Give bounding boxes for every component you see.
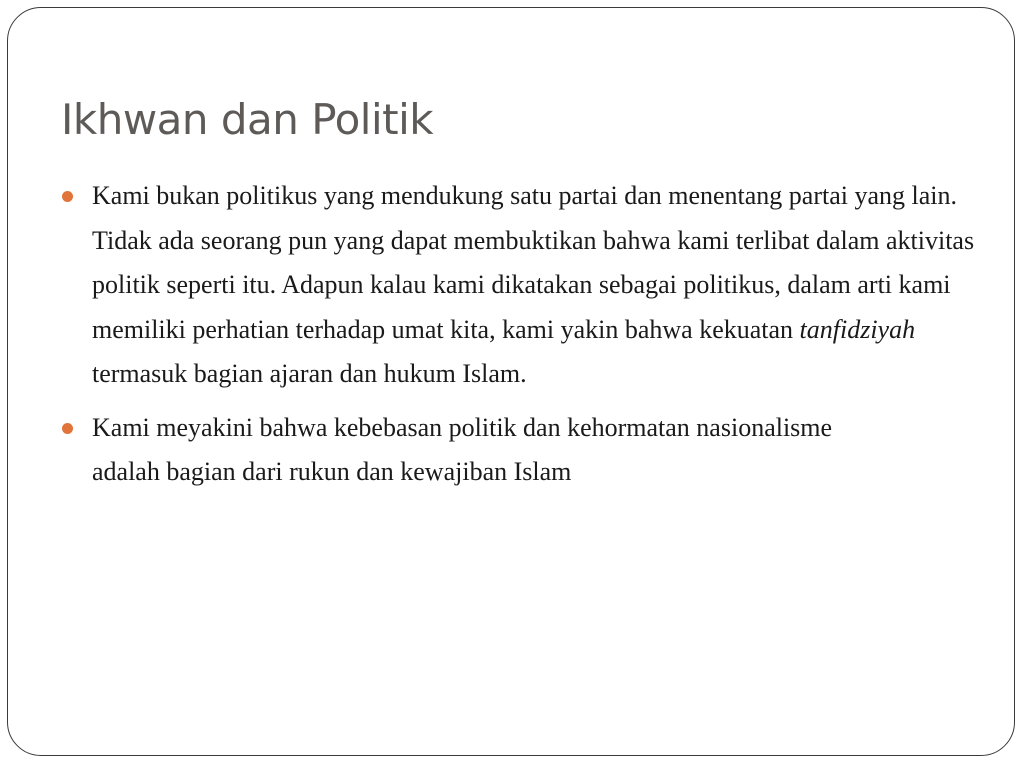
bullet-list: [62, 174, 1002, 504]
bullet-text: Kami bukan politikus yang mendukung satu partai dan menentang partai yang lain. Tidak ada seorang pun yang dapat membuktikan bahwa kami terlibat dalam aktivitas politik seperti itu. Adapun kalau kami dikatakan sebagai politikus, dalam arti kami memiliki perhatian terhadap umat kita, kami yakin bahwa kekuatan: [92, 181, 975, 344]
slide-frame: [7, 7, 1015, 756]
bullet-text: Kami meyakini bahwa kebebasan politik dan kehormatan nasionalisme adalah bagian dari rukun dan kewajiban Islam: [92, 412, 833, 486]
bullet-dot-icon: [62, 191, 73, 202]
slide-title: Ikhwan dan Politik: [61, 95, 434, 144]
bullet-text-end: termasuk bagian ajaran dan hukum Islam.: [92, 359, 527, 388]
bullet-item: [62, 406, 892, 495]
bullet-emphasis: tanfidziyah: [799, 314, 916, 344]
bullet-dot-icon: [62, 423, 73, 434]
bullet-item: [62, 174, 1002, 397]
